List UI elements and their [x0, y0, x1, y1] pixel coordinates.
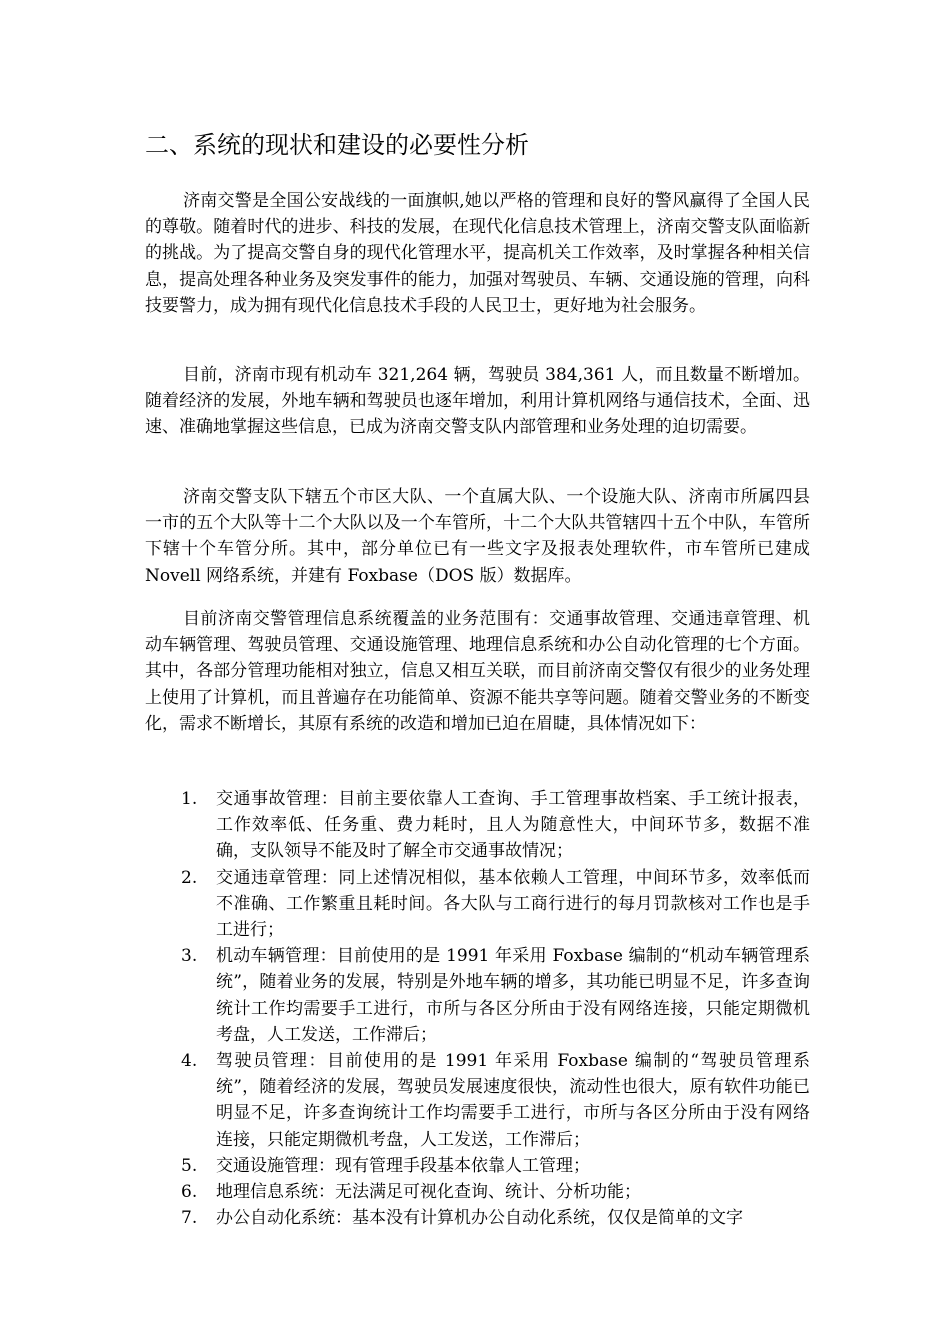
list-item-number: 1.: [181, 789, 198, 809]
list-item: [145, 1205, 810, 1231]
list-item-text: 驾驶员管理：目前使用的是 1991 年采用 Foxbase 编制的“驾驶员管理系统”，随着经济的发展，驾驶员发展速度很快，流动性也很大，原有软件功能已明显不足，许多查询统计工作均需要手工进行，市所与各区分所由于没有网络连接，只能定期微机考盘，人工发送，工作滞后；: [216, 1051, 810, 1150]
status-list: [145, 786, 810, 1231]
paragraph-statistics: 目前，济南市现有机动车 321,264 辆，驾驶员 384,361 人，而且数量不断增加。随着经济的发展，外地车辆和驾驶员也逐年增加，利用计算机网络与通信技术，全面、迅速、准确地掌握这些信息，已成为济南交警支队内部管理和业务处理的迫切需要。: [145, 365, 810, 438]
list-item: [145, 865, 810, 944]
list-item-number: 3.: [181, 946, 198, 967]
list-item-number: 2.: [181, 867, 198, 888]
list-item-text: 办公自动化系统：基本没有计算机办公自动化系统，仅仅是简单的文字: [216, 1208, 743, 1229]
list-item-text: 交通设施管理：现有管理手段基本依靠人工管理；: [216, 1155, 590, 1176]
list-item-text: 机动车辆管理：目前使用的是 1991 年采用 Foxbase 编制的“机动车辆管理系统”，随着业务的发展，特别是外地车辆的增多，其功能已明显不足，许多查询统计工作均需要手工进行，市所与各区分所由于没有网络连接，只能定期微机考盘，人工发送，工作滞后；: [216, 946, 810, 1045]
paragraph-intro: 济南交警是全国公安战线的一面旗帜,她以严格的管理和良好的警风赢得了全国人民的尊敬。随着时代的进步、科技的发展，在现代化信息技术管理上，济南交警支队面临新的挑战。为了提高交警自身的现代化管理水平，提高机关工作效率，及时掌握各种相关信息，提高处理各种业务及突发事件的能力，加强对驾驶员、车辆、交通设施的管理，向科技要警力，成为拥有现代化信息技术手段的人民卫士，更好地为社会服务。: [145, 191, 810, 316]
section-heading: 二、系统的现状和建设的必要性分析: [145, 131, 529, 159]
list-item-number: 5.: [181, 1155, 198, 1176]
list-item: [145, 943, 810, 1048]
list-item-number: 4.: [181, 1051, 198, 1072]
paragraph-organization: 济南交警支队下辖五个市区大队、一个直属大队、一个设施大队、济南市所属四县一市的五个大队等十二个大队以及一个车管所，十二个大队共管辖四十五个中队，车管所下辖十个车管分所。其中，部分单位已有一些文字及报表处理软件，市车管所已建成 Novell 网络系统，并建有 Foxbase（DOS 版）数据库。: [145, 487, 810, 586]
list-item-text: 交通事故管理：目前主要依靠人工查询、手工管理事故档案、手工统计报表，工作效率低、任务重、费力耗时，且人为随意性大，中间环节多，数据不准确，支队领导不能及时了解全市交通事故情况；: [216, 789, 810, 862]
paragraph-scope: 目前济南交警管理信息系统覆盖的业务范围有：交通事故管理、交通违章管理、机动车辆管理、驾驶员管理、交通设施管理、地理信息系统和办公自动化管理的七个方面。其中，各部分管理功能相对独立，信息又相互关联，而目前济南交警仅有很少的业务处理上使用了计算机，而且普遍存在功能简单、资源不能共享等问题。随着交警业务的不断变化，需求不断增长，其原有系统的改造和增加已迫在眉睫，具体情况如下：: [145, 609, 810, 734]
list-item: [145, 1153, 810, 1179]
list-item-number: 7.: [181, 1208, 198, 1229]
list-item: [145, 1048, 810, 1153]
list-item: [145, 1179, 810, 1205]
list-item-text: 地理信息系统：无法满足可视化查询、统计、分析功能；: [216, 1182, 641, 1203]
list-item-number: 6.: [181, 1182, 198, 1203]
list-item-text: 交通违章管理：同上述情况相似，基本依赖人工管理，中间环节多，效率低而不准确、工作繁重且耗时间。各大队与工商行进行的每月罚款核对工作也是手工进行；: [216, 867, 810, 941]
list-item: [145, 786, 810, 865]
